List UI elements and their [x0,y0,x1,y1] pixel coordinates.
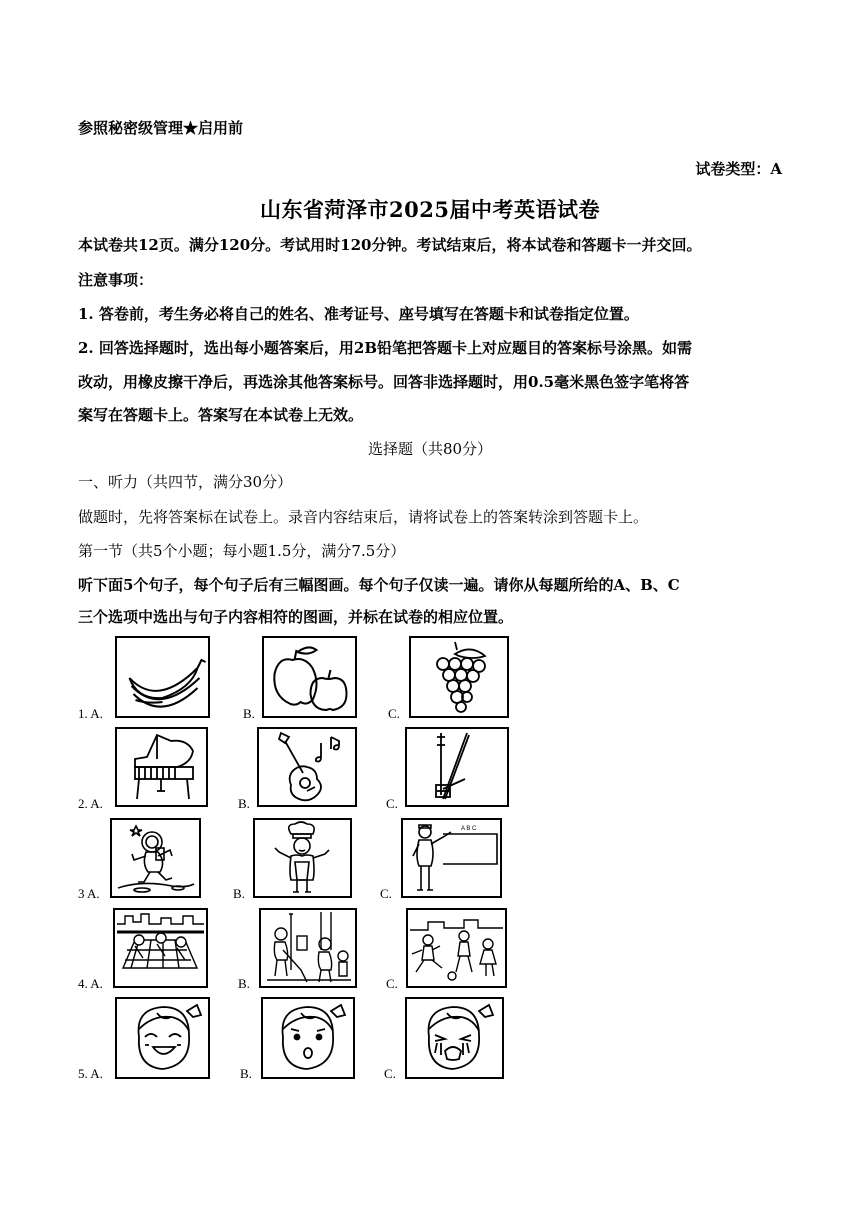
grapes-icon[interactable] [409,636,509,718]
q3-label-c: C. [380,886,392,901]
board-text: A B C [461,826,477,832]
q5-label-b: B. [240,1066,252,1081]
bananas-icon[interactable] [115,636,210,718]
note-item-1: 1. 答卷前，考生务必将自己的姓名、准考证号、座号填写在答题卡和试卷指定位置。 [78,305,639,323]
q3-label-b: B. [233,886,245,901]
crying-girl-icon[interactable] [405,997,504,1079]
q2-label-a: 2. A. [78,796,103,811]
q4-label-c: C. [386,976,398,991]
q2-label-b: B. [238,796,250,811]
q5-label-a: 5. A. [78,1066,103,1081]
note-item-2-cont: 改动，用橡皮擦干净后，再选涂其他答案标号。回答非选择题时，用0.5毫米黑色签字笔将答 [78,373,690,391]
teacher-icon[interactable] [401,818,502,898]
picnic-icon[interactable] [113,908,208,988]
q5-label-c: C. [384,1066,396,1081]
page-title: 山东省菏泽市2025届中考英语试卷 [260,197,600,222]
section1-instruction-1: 听下面5个句子，每个句子后有三幅图画。每个句子仅读一遍。请你从每题所给的A、B、C [78,576,680,594]
note-item-2-end: 案写在答题卡上。答案写在本试卷上无效。 [78,406,364,424]
notes-heading: 注意事项： [78,271,154,289]
section1-instruction-2: 三个选项中选出与句子内容相符的图画，并标在试卷的相应位置。 [78,608,514,626]
q4-label-b: B. [238,976,250,991]
guitar-icon[interactable] [257,727,357,807]
q1-label-c: C. [388,706,400,721]
piano-icon[interactable] [115,727,208,807]
happy-girl-icon[interactable] [115,997,210,1079]
part1-heading: 一、听力（共四节，满分30分） [78,473,293,491]
section-heading: 选择题（共80分） [367,440,493,458]
chef-icon[interactable] [253,818,352,898]
note-item-2: 2. 回答选择题时，选出每小题答案后，用2B铅笔把答题卡上对应题目的答案标号涂黑。如需 [78,339,693,357]
q2-label-c: C. [386,796,398,811]
q3-label-a: 3 A. [78,886,100,901]
erhu-icon[interactable] [405,727,509,807]
q1-label-b: B. [243,706,255,721]
q4-label-a: 4. A. [78,976,103,991]
part1-instruction: 做题时，先将答案标在试卷上。录音内容结束后，请将试卷上的答案转涂到答题卡上。 [78,508,649,526]
cleaning-icon[interactable] [259,908,357,988]
section1-heading: 第一节（共5个小题；每小题1.5分，满分7.5分） [78,542,406,560]
astronaut-icon[interactable] [110,818,201,898]
secrecy-label: 参照秘密级管理★启用前 [78,119,244,137]
intro-text: 本试卷共12页。满分120分。考试用时120分钟。考试结束后，将本试卷和答题卡一并交回。 [78,236,702,254]
football-icon[interactable] [406,908,507,988]
apples-icon[interactable] [262,636,357,718]
q1-label-a: 1. A. [78,706,103,721]
paper-type: 试卷类型：A [695,160,782,178]
surprised-girl-icon[interactable] [261,997,355,1079]
